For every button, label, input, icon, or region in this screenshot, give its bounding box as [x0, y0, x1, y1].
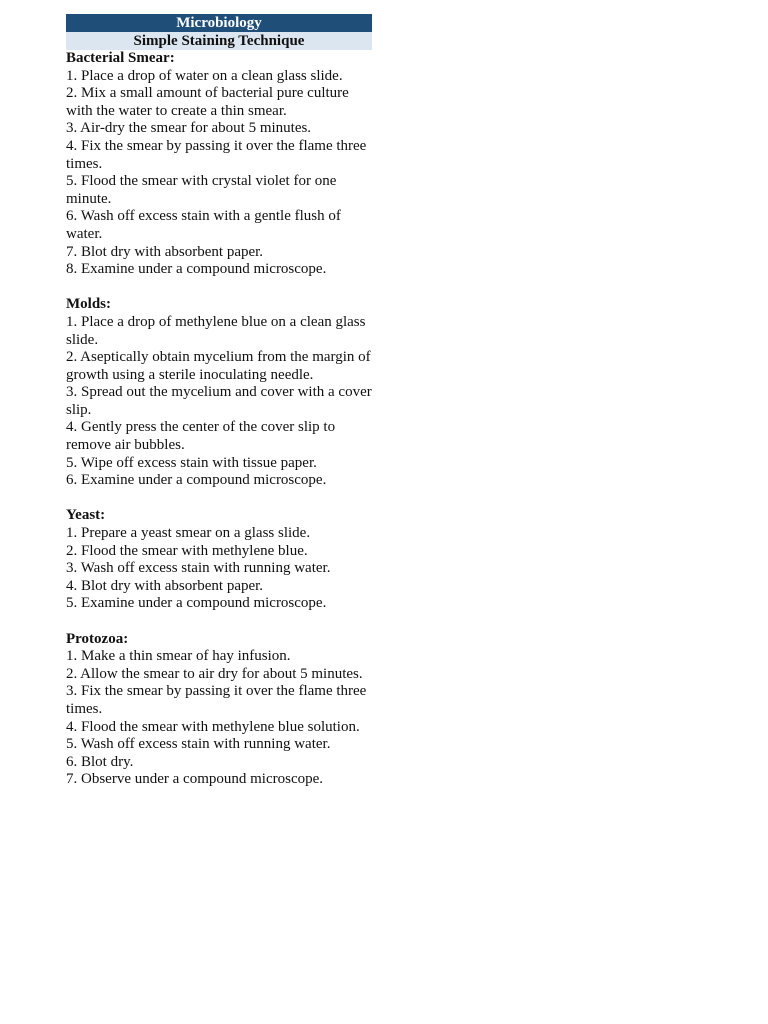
step-item: 8. Examine under a compound microscope. — [66, 261, 327, 278]
step-item: 1. Prepare a yeast smear on a glass slide. — [66, 525, 311, 542]
step-item: 1. Place a drop of methylene blue on a clean glass slide. — [66, 313, 366, 348]
step-item: 5. Examine under a compound microscope. — [66, 595, 327, 612]
step-item: 2. Flood the smear with methylene blue. — [66, 542, 308, 559]
section-heading: Protozoa: — [66, 630, 129, 647]
step-item: 5. Wipe off excess stain with tissue paper. — [66, 454, 317, 471]
step-item: 5. Flood the smear with crystal violet for one minute. — [66, 173, 337, 207]
step-item: 1. Place a drop of water on a clean glass slide. — [66, 67, 343, 84]
section-heading: Yeast: — [66, 507, 106, 524]
section — [66, 507, 372, 613]
step-item: 2. Aseptically obtain mycelium from the margin of growth using a sterile inoculating needle. — [66, 349, 371, 383]
section-heading: Molds: — [66, 296, 111, 313]
step-item: 3. Air-dry the smear for about 5 minutes. — [66, 120, 312, 137]
section-heading: Bacterial Smear: — [66, 50, 175, 66]
page-title: Microbiology — [66, 14, 372, 32]
section — [66, 296, 372, 490]
step-item: 4. Flood the smear with methylene blue solution. — [66, 718, 360, 735]
step-item: 3. Spread out the mycelium and cover with a cover slip. — [66, 384, 372, 418]
document — [66, 14, 372, 789]
step-item: 2. Allow the smear to air dry for about 5 minutes. — [66, 665, 363, 682]
step-item: 7. Blot dry with absorbent paper. — [66, 243, 264, 260]
step-item: 2. Mix a small amount of bacterial pure culture with the water to create a thin smear. — [66, 85, 349, 119]
procedure-sections — [66, 50, 372, 789]
step-item: 7. Observe under a compound microscope. — [66, 771, 324, 788]
step-item: 4. Gently press the center of the cover slip to remove air bubbles. — [66, 419, 336, 454]
page-subtitle: Simple Staining Technique — [66, 32, 372, 50]
section — [66, 631, 372, 789]
step-item: 3. Wash off excess stain with running water. — [66, 560, 331, 577]
step-item: 6. Wash off excess stain with a gentle flush of water. — [66, 208, 341, 242]
step-item: 1. Make a thin smear of hay infusion. — [66, 648, 291, 665]
step-item: 3. Fix the smear by passing it over the flame three times. — [66, 683, 367, 717]
step-item: 6. Blot dry. — [66, 753, 134, 770]
step-item: 4. Fix the smear by passing it over the flame three times. — [66, 137, 367, 172]
step-item: 6. Examine under a compound microscope. — [66, 472, 327, 489]
step-item: 4. Blot dry with absorbent paper. — [66, 577, 264, 594]
step-item: 5. Wash off excess stain with running water. — [66, 736, 331, 753]
section — [66, 50, 372, 279]
